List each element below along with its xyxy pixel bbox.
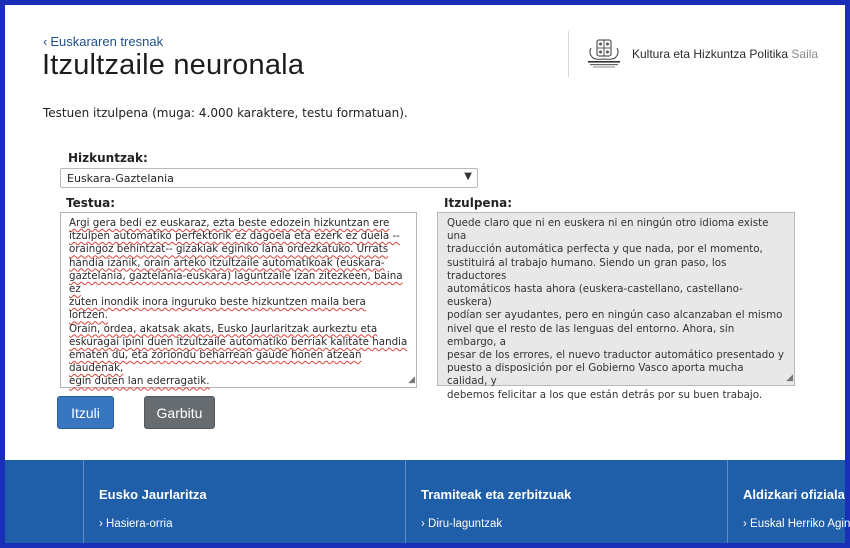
footer-column-title: Eusko Jaurlaritza xyxy=(99,487,207,502)
department-branding xyxy=(568,31,829,77)
source-line: egin duten lan ederragatik. xyxy=(69,375,210,388)
source-line: Orain, ordea, akatsak akats, Eusko Jaurlaritzak aurkeztu eta xyxy=(69,322,378,335)
language-pair-value: Euskara-Gaztelania xyxy=(67,172,174,185)
page-title: Itzultzaile neuronala xyxy=(42,49,305,81)
source-line: eskuragai ipini duen itzultzaile automatiko berriak kalitate handia xyxy=(69,335,408,348)
output-line: automáticos hasta ahora (euskera-castellano, castellano-euskera) xyxy=(447,283,743,309)
output-line: sustituirá al trabajo humano. Siendo un gran paso, los traductores xyxy=(447,256,727,282)
basque-government-crest-icon xyxy=(585,39,623,69)
back-link-euskararen-tresnak[interactable] xyxy=(43,34,163,49)
site-footer xyxy=(5,460,850,543)
footer-column-title: Aldizkari ofiziala xyxy=(743,487,845,502)
output-line: puesto a disposición por el Gobierno Vasco aporta mucha calidad, y xyxy=(447,362,744,388)
footer-link-euskal-herriko-agintaritza[interactable]: › Euskal Herriko Agin xyxy=(743,518,850,530)
page-frame xyxy=(5,5,850,543)
clear-button[interactable]: Garbitu xyxy=(144,396,215,429)
resize-grip-icon[interactable]: ◢ xyxy=(786,372,793,383)
footer-column-eusko-jaurlaritza xyxy=(83,460,404,543)
source-line: oraingoz behintzat-- gizakiak eginiko lana ordezkatuko. Urrats xyxy=(69,243,389,256)
footer-column-aldizkari-ofiziala xyxy=(727,460,850,543)
output-line: nivel que el resto de las lenguas del entorno. Ahora, sin embargo, a xyxy=(447,322,735,348)
source-textarea[interactable] xyxy=(60,212,417,388)
language-pair-select[interactable] xyxy=(60,168,478,188)
footer-link-hasiera-orria[interactable]: › Hasiera-orria xyxy=(99,518,173,530)
chevron-left-icon: ‹ xyxy=(43,34,48,49)
back-link-label: Euskararen tresnak xyxy=(50,34,164,49)
footer-link-diru-laguntzak[interactable]: › Diru-laguntzak xyxy=(421,518,503,530)
translation-output xyxy=(437,212,795,401)
languages-label: Hizkuntzak: xyxy=(68,151,148,165)
department-name: Kultura eta Hizkuntza Politika Saila xyxy=(632,47,819,61)
dropdown-arrow-icon: ▼ xyxy=(464,171,472,182)
resize-grip-icon[interactable]: ◢ xyxy=(408,374,415,385)
output-line: Quede claro que ni en euskera ni en ningún otro idioma existe una xyxy=(447,217,769,243)
output-line: debemos felicitar a los que están detrás por su buen trabajo. xyxy=(447,388,763,401)
source-line: gaztelania, gaztelania-euskara) laguntzaile izan zitezkeen, baina ez xyxy=(69,269,403,296)
translation-label: Itzulpena: xyxy=(444,196,513,210)
footer-column-title: Tramiteak eta zerbitzuak xyxy=(421,487,572,502)
footer-column-tramiteak xyxy=(405,460,726,543)
source-line: itzulpen automatiko perfektorik ez dagoela eta ezerk ez duela -- xyxy=(69,230,400,243)
output-line: pesar de los errores, el nuevo traductor automático presentado y xyxy=(447,349,784,362)
source-line: Argi gera bedi ez euskaraz, ezta beste edozein hizkuntzan ere xyxy=(69,217,390,229)
source-line: ematen du, eta zoriondu beharrean gaude honen atzean daudenak, xyxy=(69,349,362,375)
intro-text: Testuen itzulpena (muga: 4.000 karaktere, testu formatuan). xyxy=(43,106,408,120)
source-text-label: Testua: xyxy=(66,196,116,210)
output-line: podían ser ayudantes, pero en ningún caso alcanzaban el mismo xyxy=(447,309,783,322)
translate-button[interactable]: Itzuli xyxy=(57,396,114,429)
source-line: handia izanik, orain arteko itzultzaile automatikoak (euskara- xyxy=(69,256,385,269)
source-line: zuten inondik inora inguruko beste hizkuntzen maila bera lortzen. xyxy=(69,296,366,322)
output-line: traducción automática perfecta y que nada, por el momento, xyxy=(447,243,763,256)
